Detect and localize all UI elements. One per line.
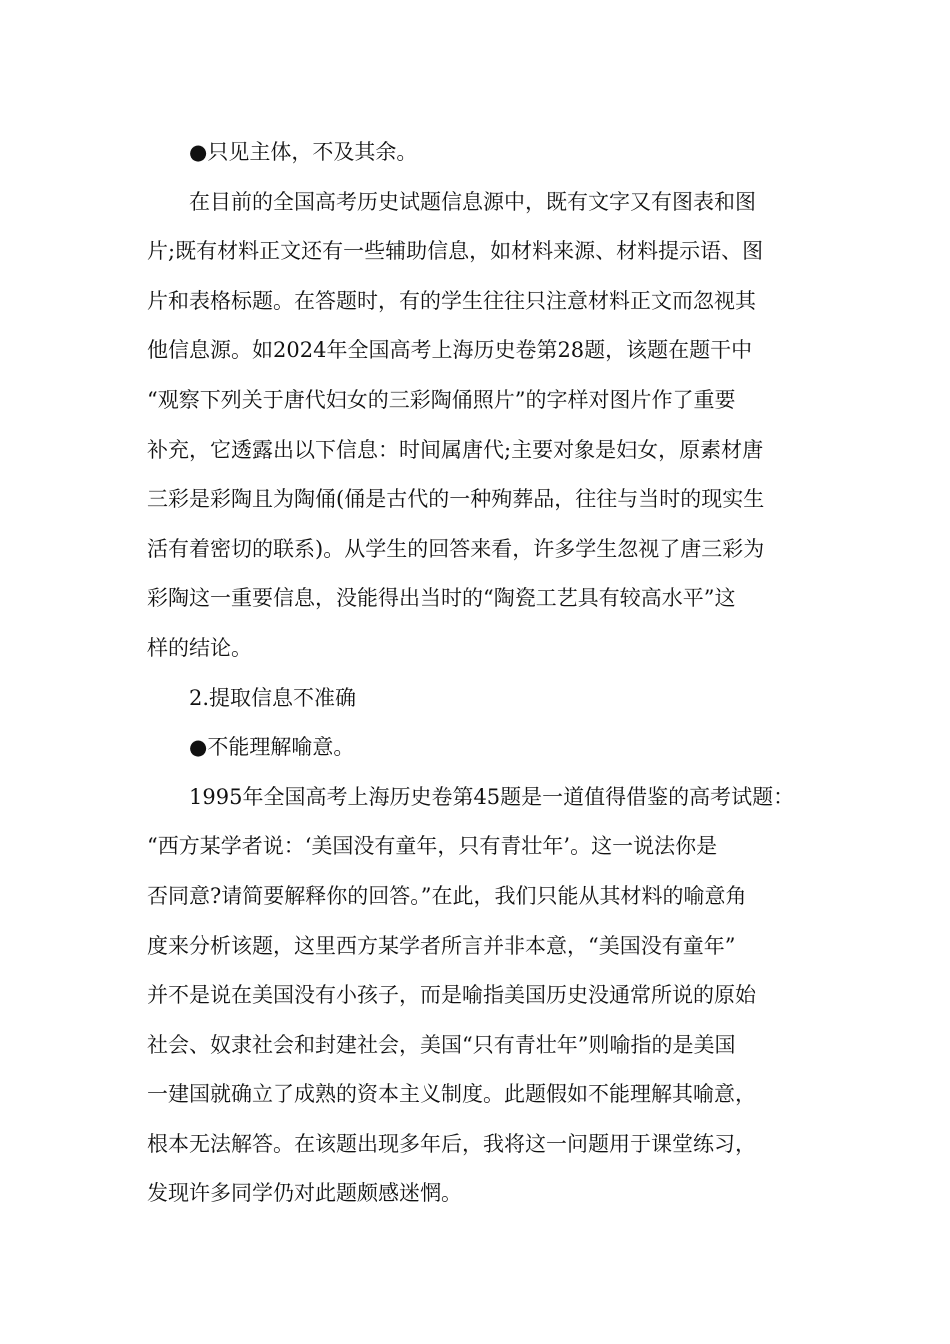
paragraph-line: 他信息源。如2024年全国高考上海历史卷第28题，该题在题干中 bbox=[147, 338, 753, 363]
paragraph-line: 发现许多同学仍对此题颇感迷惘。 bbox=[147, 1181, 462, 1206]
document-body bbox=[147, 128, 807, 1219]
paragraph-line: “西方某学者说：‘美国没有童年，只有青壮年’。这一说法你是 bbox=[147, 834, 718, 859]
paragraph-line: 1995年全国高考上海历史卷第45题是一道值得借鉴的高考试题： bbox=[189, 784, 795, 809]
paragraph-line: 否同意?请简要解释你的回答。”在此，我们只能从其材料的喻意角 bbox=[147, 883, 747, 908]
paragraph-line: 在目前的全国高考历史试题信息源中，既有文字又有图表和图 bbox=[189, 189, 756, 214]
paragraph-line: 并不是说在美国没有小孩子，而是喻指美国历史没通常所说的原始 bbox=[147, 983, 756, 1008]
bullet-heading: ●不能理解喻意。 bbox=[189, 735, 355, 760]
paragraph-line: 一建国就确立了成熟的资本主义制度。此题假如不能理解其喻意， bbox=[147, 1082, 756, 1107]
paragraph-line: 活有着密切的联系)。从学生的回答来看，许多学生忽视了唐三彩为 bbox=[147, 536, 765, 561]
section-heading: 2.提取信息不准确 bbox=[189, 685, 357, 710]
paragraph-line: 社会、奴隶社会和封建社会，美国“只有青壮年”则喻指的是美国 bbox=[147, 1032, 736, 1057]
paragraph-line: 样的结论。 bbox=[147, 635, 252, 660]
paragraph-line: 补充，它透露出以下信息：时间属唐代;主要对象是妇女，原素材唐 bbox=[147, 437, 764, 462]
paragraph-line: 彩陶这一重要信息，没能得出当时的“陶瓷工艺具有较高水平”这 bbox=[147, 586, 736, 611]
bullet-heading: ●只见主体，不及其余。 bbox=[189, 140, 418, 164]
paragraph-line: 片;既有材料正文还有一些辅助信息，如材料来源、材料提示语、图 bbox=[147, 239, 764, 264]
paragraph-line: “观察下列关于唐代妇女的三彩陶俑照片”的字样对图片作了重要 bbox=[147, 387, 736, 412]
paragraph-line: 三彩是彩陶且为陶俑(俑是古代的一种殉葬品，往往与当时的现实生 bbox=[147, 487, 765, 512]
paragraph-line: 片和表格标题。在答题时，有的学生往往只注意材料正文而忽视其 bbox=[147, 288, 756, 313]
paragraph-line: 根本无法解答。在该题出现多年后，我将这一问题用于课堂练习， bbox=[147, 1131, 756, 1156]
paragraph-line: 度来分析该题，这里西方某学者所言并非本意，“美国没有童年” bbox=[147, 933, 736, 958]
